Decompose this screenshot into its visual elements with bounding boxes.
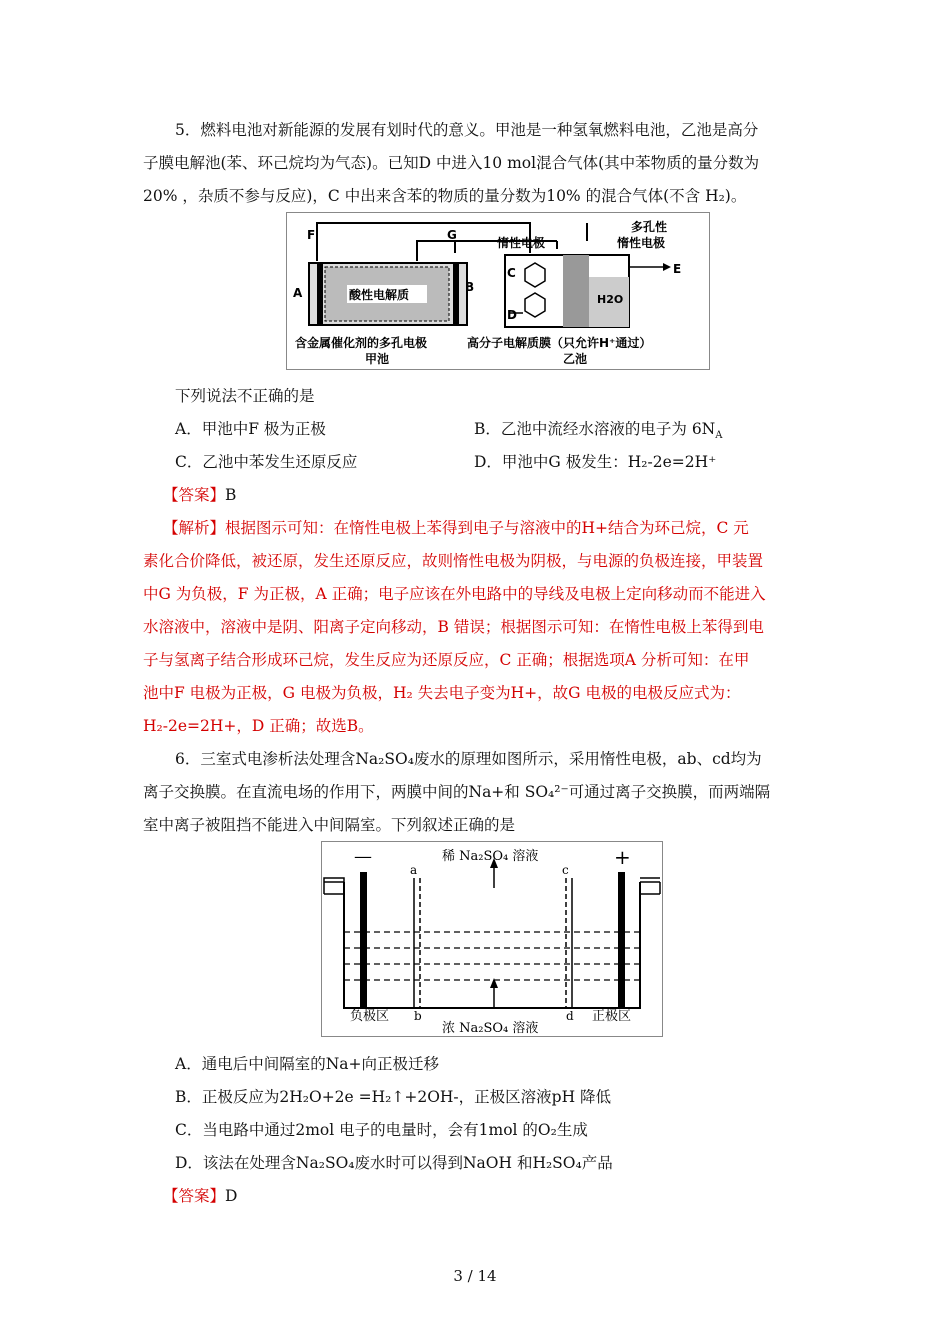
q6-option-b: B．正极反应为2H₂O+2e =H₂↑+2OH-，正极区溶液pH 降低 bbox=[175, 1088, 612, 1106]
q5-analysis-line-4: 水溶液中，溶液中是阴、阳离子定向移动，B 错误；根据图示可知：在惰性电极上苯得到电 bbox=[143, 618, 764, 636]
q5-analysis-line-1: 【解析】根据图示可知：在惰性电极上苯得到电子与溶液中的H+结合为环己烷，C 元 bbox=[163, 519, 749, 537]
q6-answer: 【答案】D bbox=[163, 1187, 238, 1205]
label-inert-electrode: 惰性电极 bbox=[497, 236, 546, 250]
label-neg-zone: 负极区 bbox=[350, 1009, 390, 1024]
label-pos-zone: 正极区 bbox=[592, 1009, 632, 1024]
label-A: A bbox=[293, 286, 303, 300]
label-porous-2: 惰性电极 bbox=[617, 236, 666, 250]
q5-option-c: C．乙池中苯发生还原反应 bbox=[175, 453, 358, 471]
label-minus: — bbox=[354, 846, 372, 867]
q6-option-d: D．该法在处理含Na₂SO₄废水时可以得到NaOH 和H₂SO₄产品 bbox=[175, 1154, 613, 1172]
q5-line-3: 20% ，杂质不参与反应)，C 中出来含苯的物质的量分数为10% 的混合气体(不含 H₂)。 bbox=[143, 187, 747, 205]
label-c: c bbox=[562, 863, 569, 877]
q6-option-c: C．当电路中通过2mol 电子的电量时，会有1mol 的O₂生成 bbox=[175, 1121, 588, 1139]
q6-figure bbox=[321, 841, 663, 1037]
q5-figure bbox=[286, 212, 710, 370]
label-G: G bbox=[447, 228, 457, 242]
q5-analysis-line-5: 子与氢离子结合形成环己烷，发生反应为还原反应，C 正确；根据选项A 分析可知：在甲 bbox=[143, 651, 750, 669]
q5-analysis-line-7: H₂-2e=2H+，D 正确；故选B。 bbox=[143, 717, 374, 735]
q5-prompt: 下列说法不正确的是 bbox=[175, 387, 315, 405]
label-B: B bbox=[465, 280, 475, 294]
label-b: b bbox=[414, 1009, 422, 1023]
q6-line-3: 室中离子被阻挡不能进入中间隔室。下列叙述正确的是 bbox=[143, 816, 516, 834]
label-bottom-solution: 浓 Na₂SO₄ 溶液 bbox=[442, 1021, 539, 1036]
q5-analysis-line-3: 中G 为负极，F 为正极，A 正确；电子应该在外电路中的导线及电极上定向移动而不能进入 bbox=[143, 585, 766, 603]
caption-right-sub: 乙池 bbox=[563, 352, 588, 366]
q6-line-2: 离子交换膜。在直流电场的作用下，两膜中间的Na+和 SO₄²⁻可通过离子交换膜，而两端隔 bbox=[143, 783, 771, 801]
q5-analysis-line-2: 素化合价降低，被还原，发生还原反应，故则惰性电极为阴极，与电源的负极连接，甲装置 bbox=[143, 552, 764, 570]
q5-option-d: D．甲池中G 极发生：H₂-2e=2H⁺ bbox=[474, 453, 717, 471]
label-electrolyte: 酸性电解质 bbox=[349, 288, 410, 302]
caption-left-sub: 甲池 bbox=[365, 352, 390, 366]
label-d: d bbox=[566, 1009, 574, 1023]
label-C: C bbox=[507, 266, 516, 280]
caption-left: 含金属催化剂的多孔电极 bbox=[295, 336, 428, 350]
label-top-solution: 稀 Na₂SO₄ 溶液 bbox=[442, 849, 539, 864]
q5-answer: 【答案】B bbox=[163, 486, 237, 504]
q6-line-1: 6．三室式电渗析法处理含Na₂SO₄废水的原理如图所示，采用惰性电极，ab、cd均为 bbox=[175, 750, 762, 768]
q5-analysis-line-6: 池中F 电极为正极，G 电极为负极，H₂ 失去电子变为H+，故G 电极的电极反应式为： bbox=[143, 684, 741, 702]
label-plus: + bbox=[614, 845, 631, 869]
label-porous-1: 多孔性 bbox=[631, 220, 668, 234]
q5-option-a: A．甲池中F 极为正极 bbox=[175, 420, 326, 438]
label-E: E bbox=[673, 262, 682, 276]
label-D: D bbox=[507, 308, 517, 322]
q5-option-b: B．乙池中流经水溶液的电子为 $6N_A$ bbox=[474, 420, 723, 442]
q5-line-1: 5．燃料电池对新能源的发展有划时代的意义。甲池是一种氢氧燃料电池，乙池是高分 bbox=[175, 121, 759, 139]
q6-option-a: A．通电后中间隔室的Na+向正极迁移 bbox=[175, 1055, 439, 1073]
q5-line-2: 子膜电解池(苯、环己烷均为气态)。已知D 中进入10 mol混合气体(其中苯物质的量分数为 bbox=[143, 154, 760, 172]
caption-right: 高分子电解质膜（只允许H⁺通过） bbox=[467, 336, 652, 350]
label-F: F bbox=[307, 228, 316, 242]
page-number: 3 / 14 bbox=[453, 1267, 497, 1285]
label-a: a bbox=[410, 863, 418, 877]
label-water: H2O bbox=[597, 293, 624, 306]
